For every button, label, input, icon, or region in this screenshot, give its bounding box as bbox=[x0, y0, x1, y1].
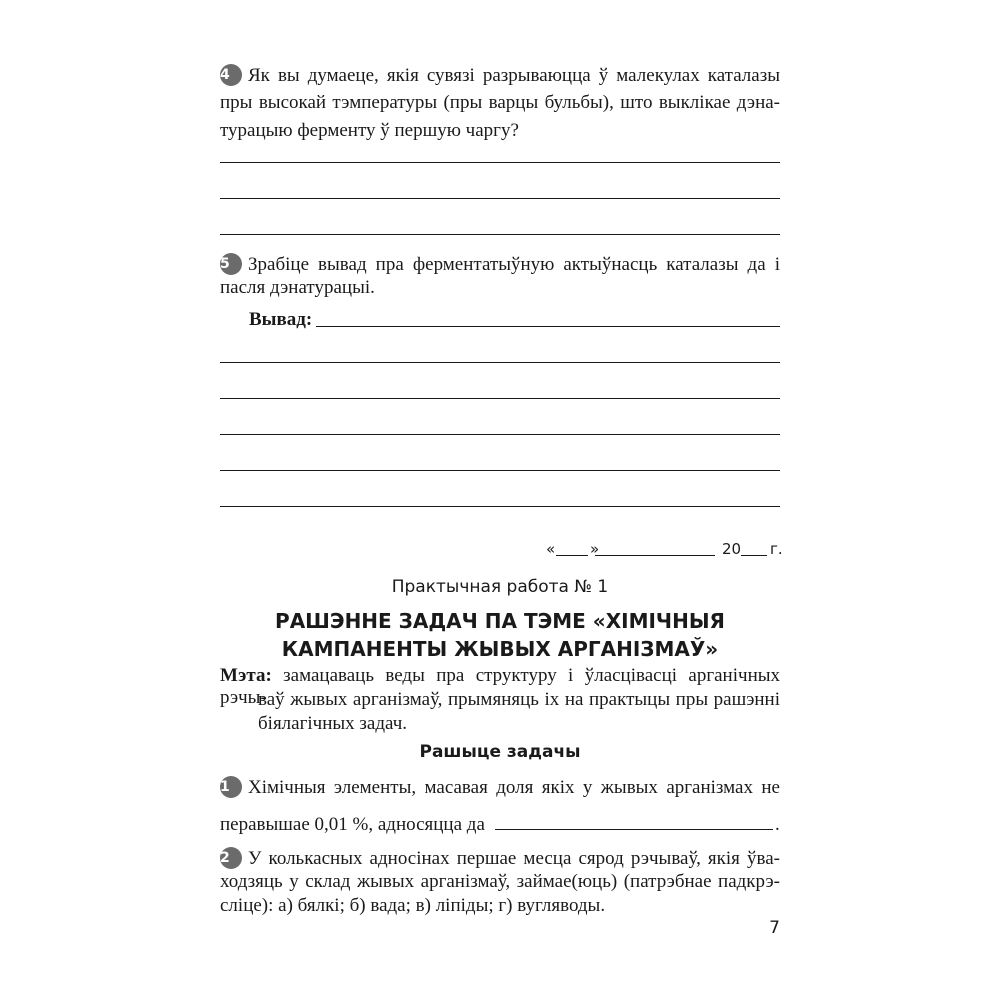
date-year-suffix: г. bbox=[770, 540, 783, 558]
task-1-line-1: 1 Хімічныя элементы, масавая доля якіх у жывых арганізмах не bbox=[220, 777, 780, 798]
question-number-badge: 4 bbox=[220, 64, 242, 86]
task-2-line-3: сліце): а) бялкі; б) вада; в) ліпіды; г) вугляводы. bbox=[220, 895, 606, 916]
task-2-line-1: 2 У колькасных адносінах першае месца сярод рэчываў, якія ўва- bbox=[220, 848, 780, 869]
title-line: РАШЭННЕ ЗАДАЧ ПА ТЭМЕ «ХІМІЧНЫЯ bbox=[275, 609, 725, 633]
practical-work-label: Практычная работа № 1 bbox=[391, 577, 609, 597]
task-number-badge: 2 bbox=[220, 847, 242, 869]
date-year-prefix: 20 bbox=[722, 540, 742, 558]
question-4-line-3: турацыю ферменту ў першую чаргу? bbox=[220, 120, 519, 141]
question-number-badge: 5 bbox=[220, 253, 242, 275]
task-1-line-2: перавышае 0,01 %, адносяцца да bbox=[220, 814, 485, 835]
date-month-blank[interactable] bbox=[595, 555, 715, 556]
task-1-answer-line[interactable] bbox=[495, 829, 773, 830]
answer-line[interactable] bbox=[220, 470, 780, 471]
date-close-quote: » bbox=[590, 540, 600, 558]
answer-line[interactable] bbox=[220, 362, 780, 363]
answer-line[interactable] bbox=[220, 234, 780, 235]
conclusion-label: Вывад: bbox=[249, 309, 313, 330]
answer-line[interactable] bbox=[220, 162, 780, 163]
date-open-quote: « bbox=[546, 540, 556, 558]
answer-line[interactable] bbox=[220, 398, 780, 399]
title-line: КАМПАНЕНТЫ ЖЫВЫХ АРГАНІЗМАЎ» bbox=[281, 637, 719, 661]
answer-line[interactable] bbox=[220, 506, 780, 507]
task-number-badge: 1 bbox=[220, 776, 242, 798]
date-day-blank[interactable] bbox=[556, 555, 588, 556]
task-2-line-2: ходзяць у склад жывых арганізмаў, займае(юць) (патрэбнае падкрэ- bbox=[220, 871, 780, 892]
page-number: 7 bbox=[769, 918, 780, 938]
date-year-blank[interactable] bbox=[741, 555, 767, 556]
question-4-line-2: пры высокай тэмпературы (пры варцы бульбы), што выклікае дэна- bbox=[220, 92, 780, 113]
goal-label: Мэта: bbox=[220, 665, 272, 686]
goal-line-2: ваў жывых арганізмаў, прымяняць іх на практыцы пры рашэнні bbox=[258, 689, 780, 710]
goal-line-3: біялагічных задач. bbox=[258, 713, 407, 734]
task-1-end-period: . bbox=[775, 814, 780, 835]
answer-line[interactable] bbox=[220, 434, 780, 435]
tasks-heading: Рашыце задачы bbox=[419, 742, 581, 762]
answer-line[interactable] bbox=[220, 198, 780, 199]
goal-line-1: Мэта: замацаваць веды пра структуру і ўласцівасці арганічных рэчы- bbox=[220, 665, 780, 708]
question-5-line-2: пасля дэнатурацыі. bbox=[220, 277, 375, 298]
question-4-line-1: 4 Як вы думаеце, якія сувязі разрываюцца ў малекулах каталазы bbox=[220, 65, 780, 86]
conclusion-line[interactable] bbox=[316, 326, 780, 327]
question-5-line-1: 5 Зрабіце вывад пра ферментатыўную актыўнасць каталазы да і bbox=[220, 254, 780, 275]
practical-work-title bbox=[220, 607, 780, 663]
